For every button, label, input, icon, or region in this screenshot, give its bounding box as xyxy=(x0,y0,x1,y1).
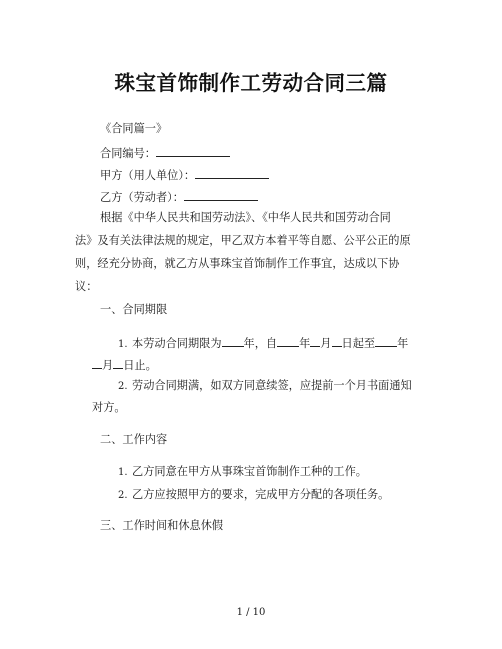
clause-number: 1. xyxy=(118,339,128,350)
clause-number: 2. xyxy=(118,381,128,392)
clause-text: 月 xyxy=(102,359,114,372)
clause-text: 月 xyxy=(320,337,332,350)
contract-number-field xyxy=(100,144,230,162)
clause-text: 年 xyxy=(299,337,311,350)
section-title: 《合同篇一》 xyxy=(100,122,168,135)
preamble-line: 议： xyxy=(75,280,98,293)
clause-text: 年，自 xyxy=(243,337,278,350)
preamble-line: 则，经充分协商，就乙方从事珠宝首饰制作工作事宜，达成以下协 xyxy=(75,257,400,270)
start-year-blank xyxy=(277,334,299,347)
clause-text: 日止。 xyxy=(123,359,157,372)
party-a-label: 甲方（用人单位）： xyxy=(100,169,196,182)
party-a-blank xyxy=(195,166,269,179)
party-a-field xyxy=(100,166,269,184)
clause-item xyxy=(118,378,412,395)
end-month-blank xyxy=(92,356,102,369)
end-year-blank xyxy=(375,334,397,347)
party-b-blank xyxy=(184,188,258,201)
clause-continuation: 对方。 xyxy=(92,401,126,414)
start-day-blank xyxy=(332,334,342,347)
section-heading: 二、工作内容 xyxy=(100,433,168,446)
clause-text: 日起至 xyxy=(341,337,376,350)
page-number: 1 / 10 xyxy=(236,607,266,618)
section-heading: 一、合同期限 xyxy=(100,303,168,316)
clause-number: 1. xyxy=(118,467,128,478)
clause-item xyxy=(118,487,389,504)
clause-text: 乙方应按照甲方的要求，完成甲方分配的各项任务。 xyxy=(132,488,390,501)
preamble-line: 根据《中华人民共和国劳动法》、《中华人民共和国劳动合同 xyxy=(100,211,391,224)
party-b-label: 乙方（劳动者）： xyxy=(100,191,184,204)
end-day-blank xyxy=(113,356,123,369)
years-blank xyxy=(222,334,244,347)
contract-number-blank xyxy=(156,144,230,157)
section-heading: 三、工作时间和休息休假 xyxy=(100,519,224,532)
clause-text: 劳动合同期满，如双方同意续签，应提前一个月书面通知 xyxy=(132,379,412,392)
start-month-blank xyxy=(310,334,320,347)
document-title: 珠宝首饰制作工劳动合同三篇 xyxy=(114,71,388,95)
clause-number: 2. xyxy=(118,490,128,501)
clause-item xyxy=(118,334,408,353)
clause-text: 年 xyxy=(397,337,409,350)
preamble-line: 法》及有关法律法规的规定，甲乙双方本着平等自愿、公平公正的原 xyxy=(75,234,411,247)
clause-text: 乙方同意在甲方从事珠宝首饰制作工种的工作。 xyxy=(132,465,367,478)
party-b-field xyxy=(100,188,258,206)
clause-item xyxy=(118,464,367,481)
clause-text: 本劳动合同期限为 xyxy=(132,337,222,350)
contract-number-label: 合同编号： xyxy=(100,147,156,160)
clause-continuation xyxy=(92,356,157,374)
